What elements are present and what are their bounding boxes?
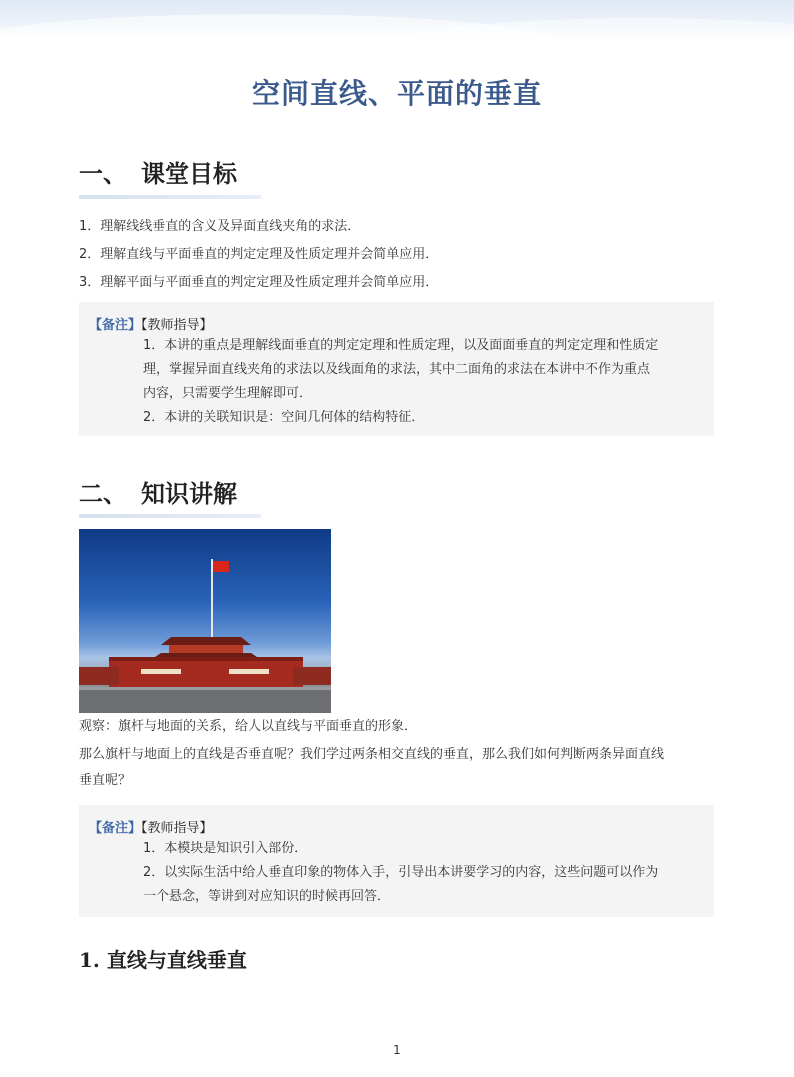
goal-item: 1．理解线线垂直的含义及异面直线夹角的求法． xyxy=(79,219,361,234)
section-number: 一、 xyxy=(79,160,127,188)
heading-underline xyxy=(79,514,261,518)
page-number: 1 xyxy=(393,1043,401,1057)
teacher-note-box xyxy=(79,302,714,436)
note-tag: 【备注】 xyxy=(89,821,142,836)
document-title: 空间直线、平面的垂直 xyxy=(251,77,542,110)
gate-roof xyxy=(161,637,251,645)
note-line: 2．以实际生活中给人垂直印象的物体入手，引导出本讲要学习的内容，这些问题可以作为 xyxy=(143,865,659,880)
note-guide-label: 【教师指导】 xyxy=(141,821,213,836)
note-paragraph xyxy=(143,334,703,430)
goal-item: 2．理解直线与平面垂直的判定定理及性质定理并会简单应用． xyxy=(79,247,439,262)
note-header xyxy=(89,817,213,836)
flagpole-photo xyxy=(79,529,331,713)
goal-item: 3．理解平面与平面垂直的判定定理及性质定理并会简单应用． xyxy=(79,275,439,290)
note-line: 内容，只需要学生理解即可． xyxy=(143,386,313,401)
note-line: 理，掌握异面直线夹角的求法以及线面角的求法，其中二面角的求法在本讲中不作为重点 xyxy=(143,362,651,377)
section-title: 课堂目标 xyxy=(141,160,237,188)
section-heading-goals xyxy=(79,154,237,189)
plaza-edge xyxy=(79,687,331,690)
banner xyxy=(229,669,269,674)
teacher-note-box xyxy=(79,805,714,917)
gate-wall xyxy=(109,661,303,687)
section-number: 二、 xyxy=(79,480,127,508)
gate-wall-top xyxy=(109,657,303,661)
observation-text: 观察：旗杆与地面的关系，给人以直线与平面垂直的形象． xyxy=(79,719,418,734)
side-stand xyxy=(293,667,331,685)
flagpole-illustration xyxy=(79,529,331,713)
plaza xyxy=(79,687,331,713)
question-paragraph xyxy=(79,742,719,794)
note-tag: 【备注】 xyxy=(89,318,142,333)
side-stand xyxy=(79,667,119,685)
note-line: 1．本讲的重点是理解线面垂直的判定定理和性质定理，以及面面垂直的判定定理和性质定 xyxy=(143,338,659,353)
note-guide-label: 【教师指导】 xyxy=(141,318,213,333)
note-line: 1．本模块是知识引入部份． xyxy=(143,841,308,856)
header-band xyxy=(0,0,794,42)
note-line: 一个悬念，等讲到对应知识的时候再回答． xyxy=(143,889,391,904)
section-title: 知识讲解 xyxy=(141,480,237,508)
heading-underline xyxy=(79,195,261,199)
note-header xyxy=(89,314,213,333)
banner xyxy=(141,669,181,674)
question-line: 垂直呢？ xyxy=(79,773,132,788)
question-line: 那么旗杆与地面上的直线是否垂直呢？我们学过两条相交直线的垂直，那么我们如何判断两条异面直线 xyxy=(79,747,665,762)
subsection-heading: 1. 直线与直线垂直 xyxy=(79,948,247,972)
section-heading-knowledge xyxy=(79,474,237,509)
note-paragraph xyxy=(143,837,703,909)
flag xyxy=(213,561,229,572)
note-line: 2．本讲的关联知识是：空间几何体的结构特征． xyxy=(143,410,425,425)
